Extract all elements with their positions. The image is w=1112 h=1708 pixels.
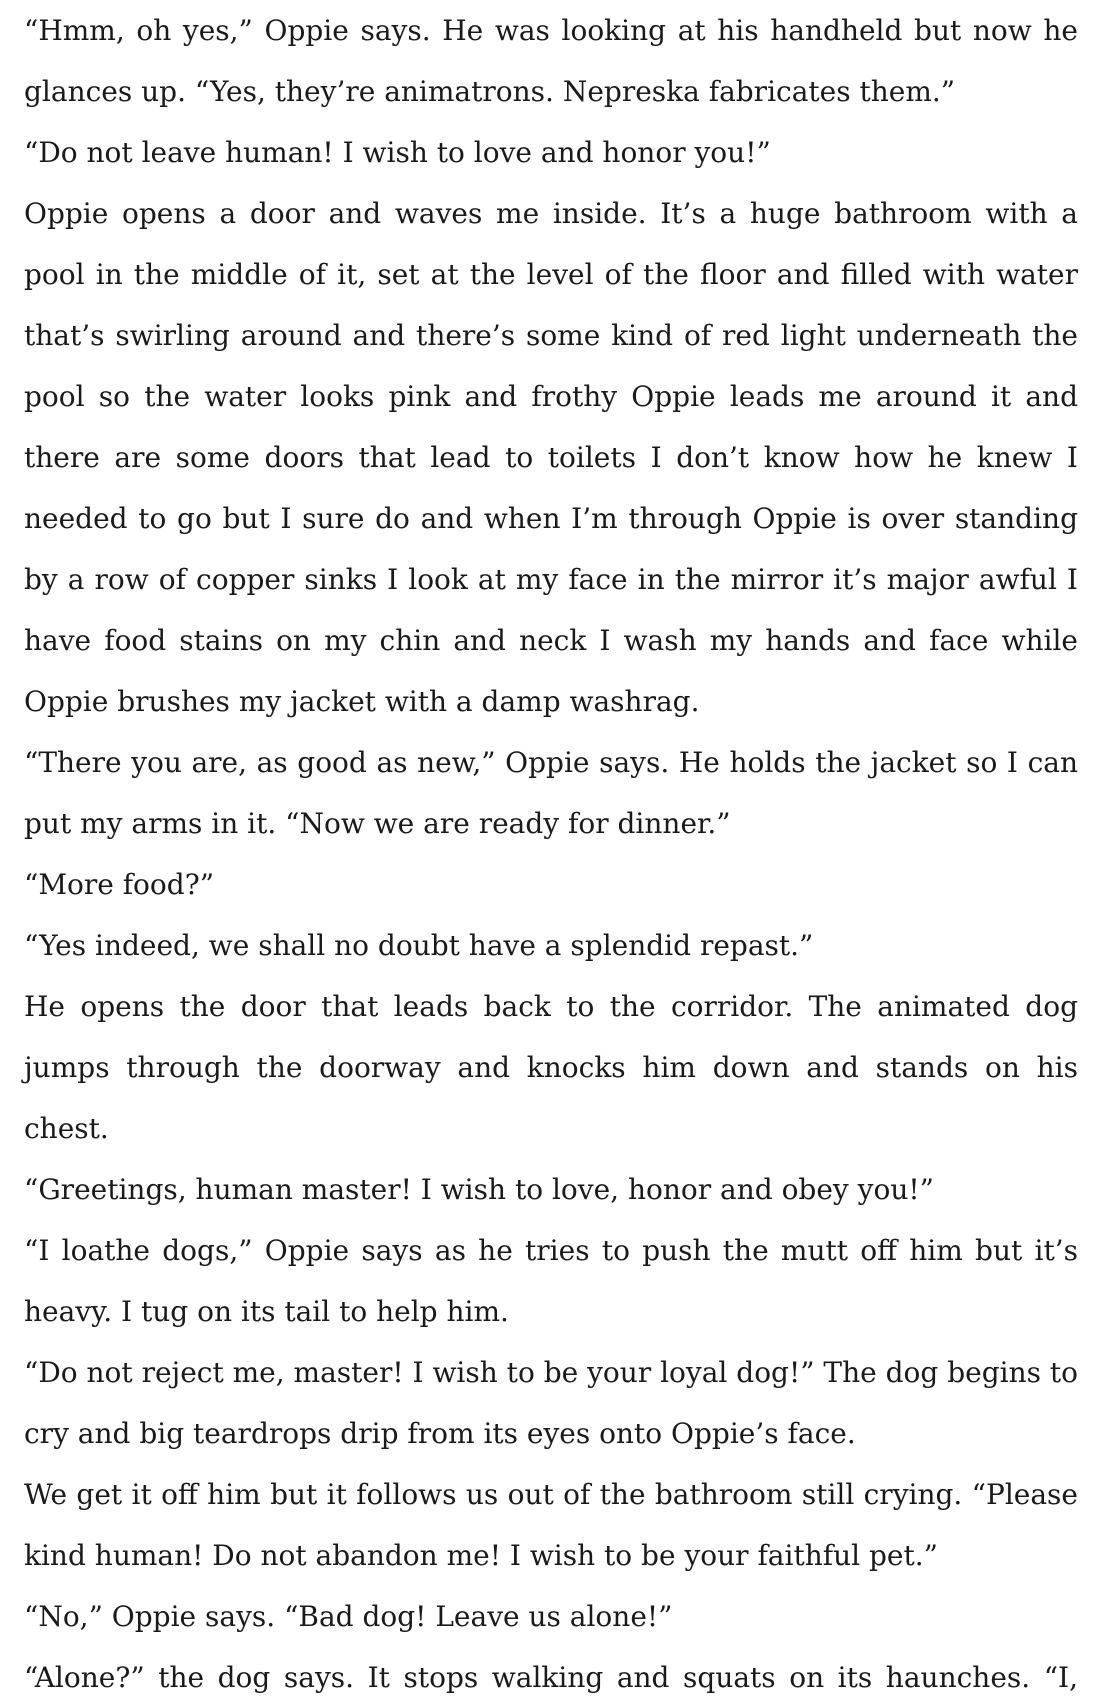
paragraph-12: “No,” Oppie says. “Bad dog! Leave us alone!” [24,1600,673,1633]
paragraph-3: Oppie opens a door and waves me inside. It’s a huge bathroom with a pool in the middle of it, set at the level of the floor and filled with water that’s swirling around and there’s some kind of red light underneath the pool so the water looks pink and frothy Oppie leads me around it and there are some doors that lead to toilets I don’t know how he knew I needed to go but I sure do and when I’m through Oppie is over standing by a row of copper sinks I look at my face in the mirror it’s major awful I have food stains on my chin and neck I wash my hands and face while Oppie brushes my jacket with a damp washrag. [24,197,1078,718]
paragraph-1: “Hmm, oh yes,” Oppie says. He was looking at his handheld but now he glances up. “Yes, they’re animatrons. Nepreska fabricates them.” [24,14,1078,108]
paragraph-9: “I loathe dogs,” Oppie says as he tries to push the mutt off him but it’s heavy. I tug on its tail to help him. [24,1234,1078,1328]
paragraph-6: “Yes indeed, we shall no doubt have a splendid repast.” [24,929,814,962]
paragraph-2: “Do not leave human! I wish to love and honor you!” [24,136,771,169]
paragraph-4: “There you are, as good as new,” Oppie says. He holds the jacket so I can put my arms in it. “Now we are ready for dinner.” [24,746,1078,840]
paragraph-11: We get it off him but it follows us out of the bathroom still crying. “Please kind human! Do not abandon me! I wish to be your faithful pet.” [24,1478,1078,1572]
body-text [24,0,1078,1708]
paragraph-10: “Do not reject me, master! I wish to be your loyal dog!” The dog begins to cry and big teardrops drip from its eyes onto Oppie’s face. [24,1356,1079,1450]
book-page [24,0,1079,1694]
paragraph-8: “Greetings, human master! I wish to love, honor and obey you!” [24,1173,934,1206]
paragraph-13: “Alone?” the dog says. It stops walking and squats on its haunches. “I, [24,1661,1078,1694]
paragraph-5: “More food?” [24,868,215,901]
paragraph-7: He opens the door that leads back to the corridor. The animated dog jumps through the doorway and knocks him down and stands on his chest. [24,990,1078,1145]
